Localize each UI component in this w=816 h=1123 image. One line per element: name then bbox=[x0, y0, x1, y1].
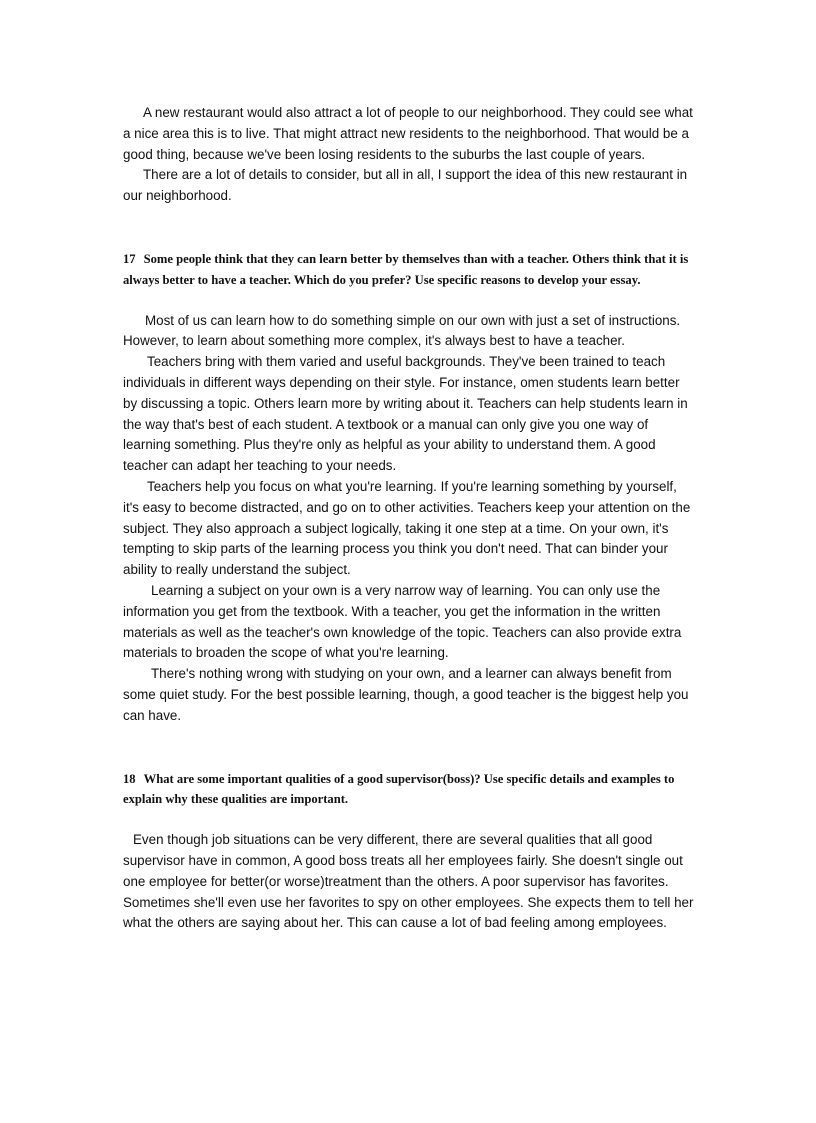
intro-paragraph-2: There are a lot of details to consider, but all in all, I support the idea of this new restaurant in our neighborhood. bbox=[123, 167, 688, 204]
question-17-section bbox=[123, 249, 695, 727]
question-17-heading bbox=[123, 249, 695, 291]
question-18-number: 18 bbox=[123, 771, 136, 786]
question-18-section bbox=[123, 769, 695, 935]
essay-17-paragraph-2: Teachers bring with them varied and useful backgrounds. They've been trained to teach individuals in different ways depending on their style. For instance, omen students learn better by discussing a topic. Others learn more by writing about it. Teachers can help students learn in the way that's best of each student. A textbook or a manual can only give you one way of learning something. Plus they're only as helpful as your ability to understand them. A good teacher can adapt her teaching to your needs. bbox=[123, 354, 688, 474]
document-page bbox=[123, 103, 695, 934]
essay-17-paragraph-4: Learning a subject on your own is a very narrow way of learning. You can only use the information you get from the textbook. With a teacher, you get the information in the written materials as well as the teacher's own knowledge of the topic. Teachers can also provide extra materials to broaden the scope of what you're learning. bbox=[123, 582, 682, 661]
essay-17-paragraph-5: There's nothing wrong with studying on your own, and a learner can always benefit from some quiet study. For the best possible learning, though, a good teacher is the biggest help you can have. bbox=[123, 666, 689, 723]
question-18-prompt: What are some important qualities of a good supervisor(boss)? Use specific details and examples to explain why these qualities are important. bbox=[123, 771, 675, 807]
question-17-number: 17 bbox=[123, 251, 136, 266]
question-17-prompt: Some people think that they can learn better by themselves than with a teacher. Others think that it is always better to have a teacher. Which do you prefer? Use specific reasons to develop your essay. bbox=[123, 251, 689, 287]
question-18-heading bbox=[123, 769, 695, 811]
essay-17-paragraph-3: Teachers help you focus on what you're learning. If you're learning something by yourself, it's easy to become distracted, and go on to other activities. Teachers keep your attention on the subject. They also approach a subject logically, taking it one step at a time. On your own, it's tempting to skip parts of the learning process you think you don't need. That can binder your ability to really understand the subject. bbox=[123, 478, 691, 578]
essay-18-paragraph-1: Even though job situations can be very different, there are several qualities that all good supervisor have in common, A good boss treats all her employees fairly. She doesn't single out one employee for better(or worse)treatment than the others. A poor supervisor has favorites. Sometimes she'll even use her favorites to spy on other employees. She expects them to tell her what the others are saying about her. This can cause a lot of bad feeling among employees. bbox=[123, 832, 694, 931]
essay-17-paragraph-1: Most of us can learn how to do something simple on our own with just a set of instructions. However, to learn about something more complex, it's always best to have a teacher. bbox=[123, 312, 681, 349]
intro-paragraph-1: A new restaurant would also attract a lot of people to our neighborhood. They could see what a nice area this is to live. That might attract new residents to the neighborhood. That would be a good thing, because we've been losing residents to the suburbs the last couple of years. bbox=[123, 105, 693, 162]
intro-section bbox=[123, 103, 695, 207]
